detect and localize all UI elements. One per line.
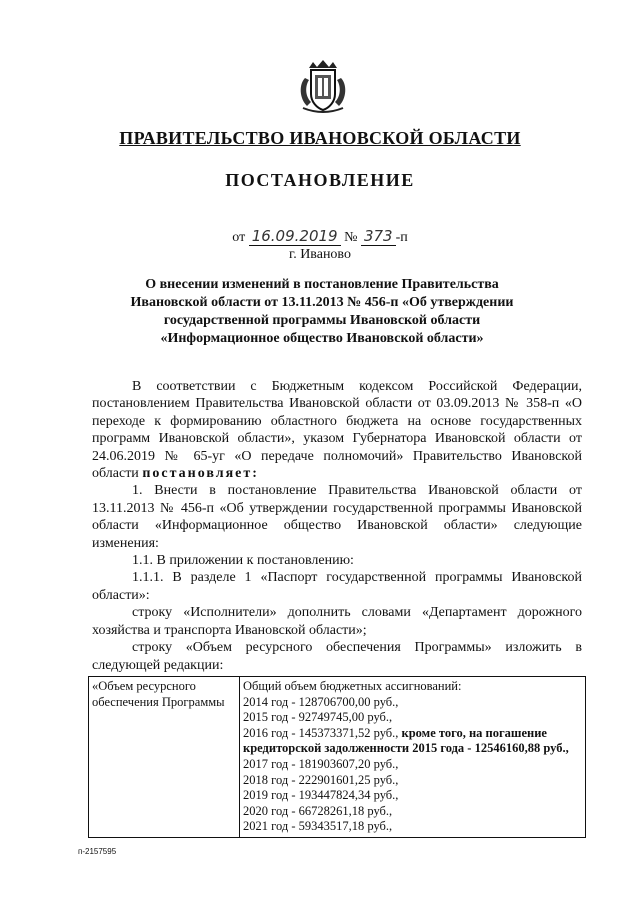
coat-of-arms-emblem (297, 58, 349, 114)
decree-keyword: постановляет: (142, 466, 259, 482)
body-paragraph: 1. Внести в постановление Правительства Ивановской области от 13.11.2013 № 456-п «Об утверждении государственной программы Ивановской области «Информационное общество Ивановской области» следующие изменения: (92, 483, 582, 551)
table-line: 2021 год - 59343517,18 руб., (243, 819, 393, 834)
number-prefix: № (344, 230, 358, 245)
table-line (243, 726, 582, 757)
date-prefix: от (232, 230, 246, 245)
date-number-line (0, 227, 640, 246)
handwritten-date: 16.09.2019 (249, 227, 341, 246)
table-line-2016-extra: кроме того, на погашение кредиторской задолженности 2015 года - 12546160,88 руб., (243, 725, 569, 756)
table-line: 2020 год - 66728261,18 руб., (243, 803, 393, 818)
table-row (89, 677, 586, 838)
table-line-2016: 2016 год - 145373371,52 руб., (243, 725, 399, 740)
table-cell-values (240, 677, 586, 838)
paragraph-text: В соответствии с Бюджетным кодексом Российской Федерации, постановлением Правительства Ивановской области от 03.09.2013 № 358-п «О переходе к формированию областного бюджета на основе государственных программ Ивановской области», указом Губернатора Ивановской области от 24.06.2019 № 65-уг «О передаче полномочий» Правительство Ивановской области (92, 379, 582, 482)
body-paragraph: 1.1. В приложении к постановлению: (132, 553, 354, 569)
document-type-title: ПОСТАНОВЛЕНИЕ (225, 170, 415, 190)
number-suffix: -п (395, 230, 408, 245)
city-line: г. Иваново (289, 247, 351, 262)
handwritten-number: 373 (361, 227, 396, 246)
table-line: 2018 год - 222901601,25 руб., (243, 772, 399, 787)
table-line: 2015 год - 92749745,00 руб., (243, 710, 393, 725)
table-cell-label: «Объем ресурсного обеспечения Программы (89, 677, 240, 838)
decree-subject: О внесении изменений в постановление Правительства Ивановской области от 13.11.2013 № 456-п «Об утверждении государственной программы Ивановской области «Информационное общество Ивановской области» (130, 277, 514, 346)
body-paragraph: строку «Исполнители» дополнить словами «Департамент дорожного хозяйства и транспорта Ивановской области»; (92, 605, 582, 638)
table-line: Общий объем бюджетных ассигнований: (243, 679, 462, 693)
table-line: 2014 год - 128706700,00 руб., (243, 694, 399, 709)
decree-body (92, 378, 582, 674)
body-paragraph: строку «Объем ресурсного обеспечения Программы» изложить в следующей редакции: (92, 640, 582, 673)
table-line: 2019 год - 193447824,34 руб., (243, 788, 399, 803)
footer-code: п-2157595 (78, 847, 117, 856)
body-paragraph (92, 378, 582, 482)
resource-table (88, 676, 586, 838)
body-paragraph: 1.1.1. В разделе 1 «Паспорт государственной программы Ивановской области»: (92, 570, 582, 603)
table-line: 2017 год - 181903607,20 руб., (243, 756, 399, 771)
government-title: ПРАВИТЕЛЬСТВО ИВАНОВСКОЙ ОБЛАСТИ (119, 128, 521, 148)
